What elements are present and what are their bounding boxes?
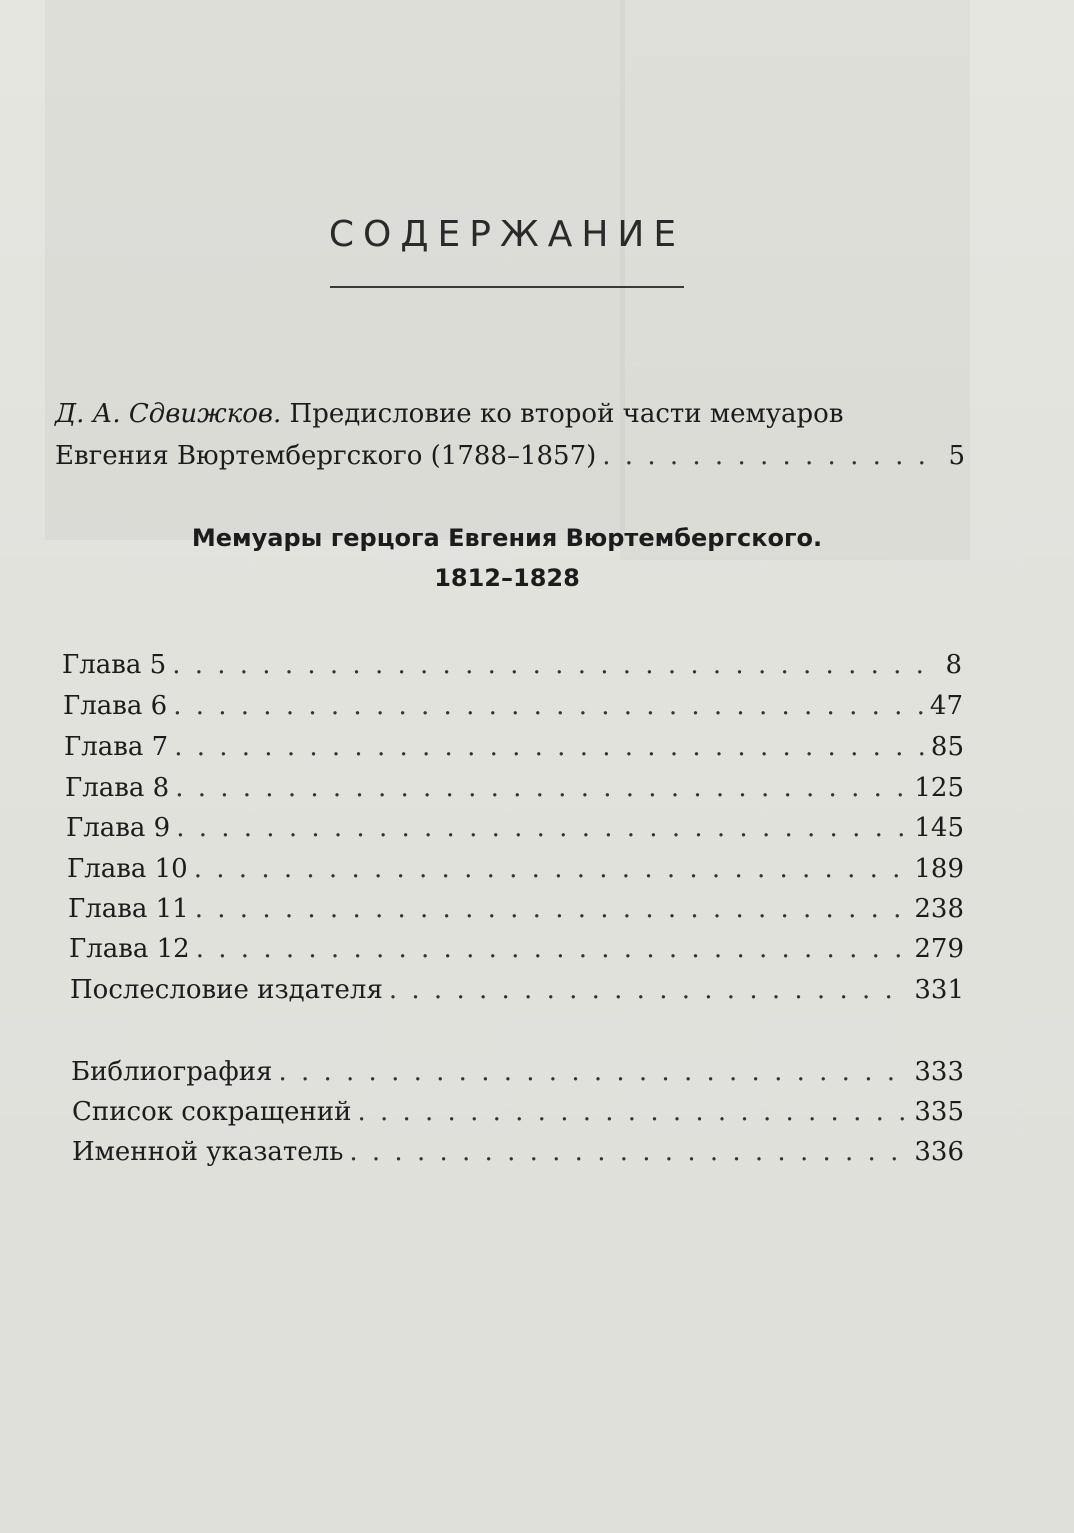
page-number: 47 — [929, 691, 963, 721]
page-number: 85 — [930, 732, 964, 762]
title-divider — [330, 286, 684, 288]
entry-label: Глава 11 — [68, 894, 189, 924]
dot-leader — [195, 889, 909, 929]
page-number: 331 — [914, 975, 964, 1005]
page-number: 125 — [914, 773, 964, 803]
dot-leader — [196, 929, 909, 969]
toc-entry[interactable] — [64, 727, 964, 767]
preface-title-part-1: Предисловие ко второй части мемуаров — [289, 399, 844, 429]
entry-label: Глава 6 — [63, 691, 168, 721]
dot-leader — [602, 436, 942, 476]
page-number: 8 — [945, 650, 962, 680]
dot-leader — [176, 808, 908, 848]
entry-label: Глава 8 — [65, 773, 170, 803]
dot-leader — [357, 1092, 908, 1132]
entry-label: Глава 7 — [64, 732, 169, 762]
dot-leader — [194, 849, 909, 889]
entry-label: Библиография — [71, 1057, 273, 1087]
page-number: 336 — [914, 1137, 964, 1167]
dot-leader — [175, 768, 908, 808]
toc-entry[interactable] — [71, 1052, 964, 1092]
dot-leader — [173, 686, 924, 726]
page-number: 189 — [914, 854, 964, 884]
dot-leader — [389, 970, 909, 1010]
page-number: 238 — [914, 894, 964, 924]
section-years: 1812–1828 — [434, 564, 580, 592]
toc-entry[interactable] — [72, 1092, 964, 1132]
toc-entry[interactable] — [66, 808, 964, 848]
toc-entry[interactable] — [72, 1132, 964, 1172]
toc-entry-preface[interactable] — [55, 436, 965, 476]
preface-title-part-2: Евгения Вюртембергского (1788–1857) — [55, 441, 597, 471]
entry-label: Глава 12 — [69, 934, 190, 964]
page-number: 279 — [914, 934, 964, 964]
entry-label: Глава 5 — [62, 650, 167, 680]
toc-entry[interactable] — [67, 849, 964, 889]
preface-line-1 — [55, 394, 843, 434]
page-number: 5 — [948, 441, 965, 471]
section-heading: Мемуары герцога Евгения Вюртембергского. — [191, 524, 823, 552]
dot-leader — [278, 1052, 908, 1092]
page-number: 333 — [914, 1057, 964, 1087]
dot-leader — [172, 645, 939, 685]
page-number: 145 — [914, 813, 964, 843]
toc-entry[interactable] — [69, 929, 964, 969]
show-through-shadow — [620, 0, 970, 560]
page-title: СОДЕРЖАНИЕ — [328, 214, 686, 255]
toc-entry[interactable] — [62, 645, 962, 685]
dot-leader — [174, 727, 925, 767]
toc-entry[interactable] — [68, 889, 964, 929]
entry-label: Именной указатель — [72, 1137, 344, 1167]
toc-entry[interactable] — [70, 970, 964, 1010]
entry-label: Список сокращений — [72, 1097, 352, 1127]
entry-label: Послесловие издателя — [70, 975, 383, 1005]
toc-entry[interactable] — [63, 686, 963, 726]
entry-label: Глава 10 — [67, 854, 188, 884]
entry-label: Глава 9 — [66, 813, 171, 843]
toc-entry[interactable] — [65, 768, 964, 808]
page-number: 335 — [914, 1097, 964, 1127]
preface-author: Д. А. Сдвижков. — [55, 399, 282, 429]
dot-leader — [349, 1132, 908, 1172]
